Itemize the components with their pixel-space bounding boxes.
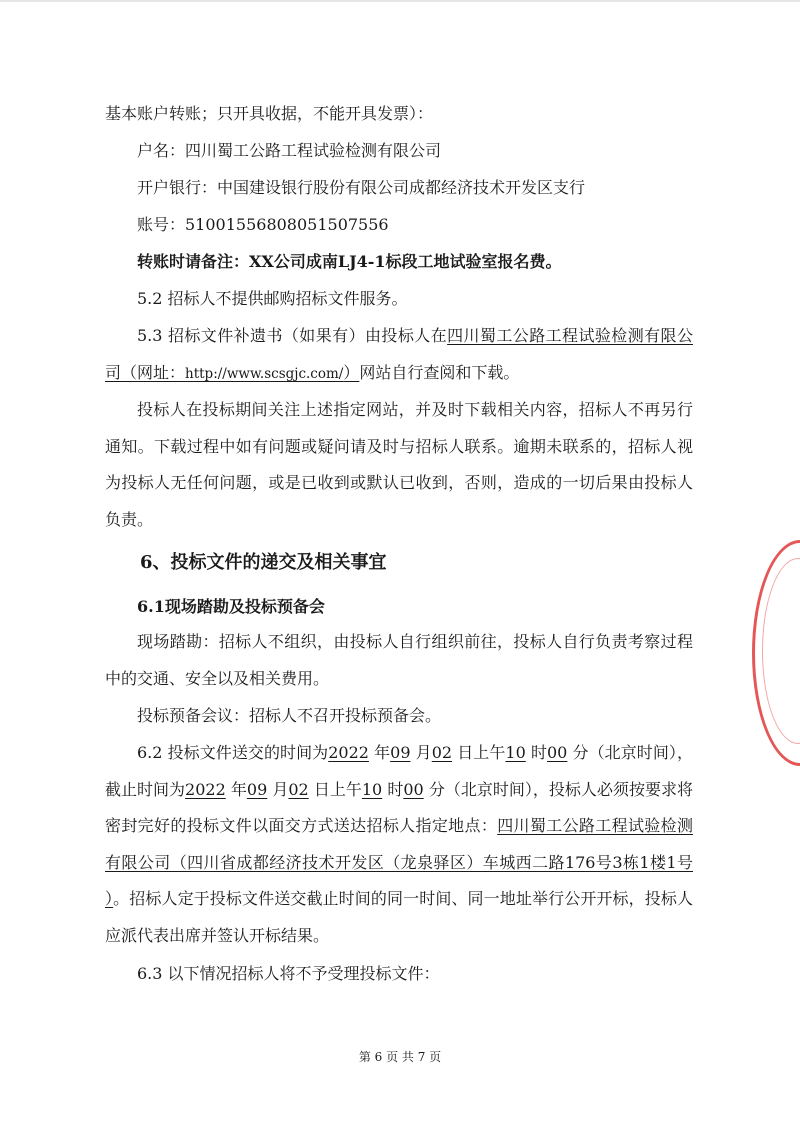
account-number: 账号：51001556808051507556 [137,215,389,234]
year-unit: 年 [230,779,247,799]
submit-year: 2022 [328,743,369,762]
section-6-1-heading: 6.1现场踏勘及投标预备会 [137,597,325,616]
submit-hour: 10 [505,743,526,762]
clause-5-3-text: 5.3 招标文件补遗书（如果有）由投标人在 [137,326,448,345]
opening-text: 。招标人定于投标文件送交截止时间的同一时间、同一地址举行公开开标，投标人应派代表出席并签认开标结果。 [105,889,693,945]
page-number: 第 6 页 共 7 页 [358,1050,442,1064]
deadline-day: 02 [288,779,309,799]
day-unit: 日上午 [457,743,506,762]
deadline-minute: 00 [403,779,424,799]
delivery-address: 四川蜀工公路工程试验检测有限公司（四川省成都经济技术开发区（龙泉驿区）车城西二路176号3栋1楼1号 ） [105,816,693,909]
day-unit: 日上午 [313,779,362,799]
clause-5-3-rest: 网站自行查阅和下载。 [359,362,520,382]
deadline-text: 分（北京时间），截止时间为 [105,743,693,799]
site-visit-paragraph: 现场踏勘：招标人不组织，由投标人自行组织前往，投标人自行负责考察过程中的交通、安全以及相关费用。 [105,632,693,688]
clause-6-2-text: 6.2 投标文件送交的时间为 [137,743,329,762]
clause-5-2: 5.2 招标人不提供邮购招标文件服务。 [137,289,408,308]
month-unit: 月 [415,743,432,762]
clause-5-3-company: 四川蜀工公路工程试验检测有限公司（网址： [105,326,693,382]
transfer-note: 转账时请备注：XX公司成南LJ4-1标段工地试验室报名费。 [137,252,562,271]
clause-6-3: 6.3 以下情况招标人将不予受理投标文件： [137,964,440,983]
notice-paragraph: 投标人在投标期间关注上述指定网站，并及时下载相关内容，招标人不再另行通知。下载过程中如有问题或疑问请及时与招标人联系。逾期未联系的，招标人视为投标人无任何问题，或是已收到或默认已收到，否则，造成的一切后果由投标人负责。 [105,400,693,529]
clause-5-3-url[interactable]: http://www.scsgjc.com/ [185,365,344,382]
year-unit: 年 [374,743,391,762]
hour-unit: 时 [530,743,547,762]
delivery-text: 分（北京时间），投标人必须按要求将密封完好的投标文件以面交方式送达招标人指定地点： [105,779,693,836]
bank-name: 开户银行：中国建设银行股份有限公司成都经济技术开发区支行 [137,178,586,197]
month-unit: 月 [272,779,289,799]
deadline-month: 09 [246,779,268,799]
account-name: 户名：四川蜀工公路工程试验检测有限公司 [137,141,442,160]
submit-month: 09 [390,743,411,762]
pre-bid-paragraph: 投标预备会议：招标人不召开投标预备会。 [137,706,442,725]
clause-5-3 [105,318,693,392]
account-note: 基本账户转账；只开具收据，不能开具发票）： [105,104,434,123]
deadline-hour: 10 [361,779,383,799]
deadline-year: 2022 [185,779,226,799]
page-top-edge [0,0,800,2]
section-6-heading: 6、投标文件的递交及相关事宜 [140,552,387,573]
clause-6-2 [105,735,693,955]
hour-unit: 时 [387,779,404,799]
clause-5-3-close: ） [343,362,360,382]
submit-minute: 00 [547,743,568,762]
submit-day: 02 [431,743,453,762]
